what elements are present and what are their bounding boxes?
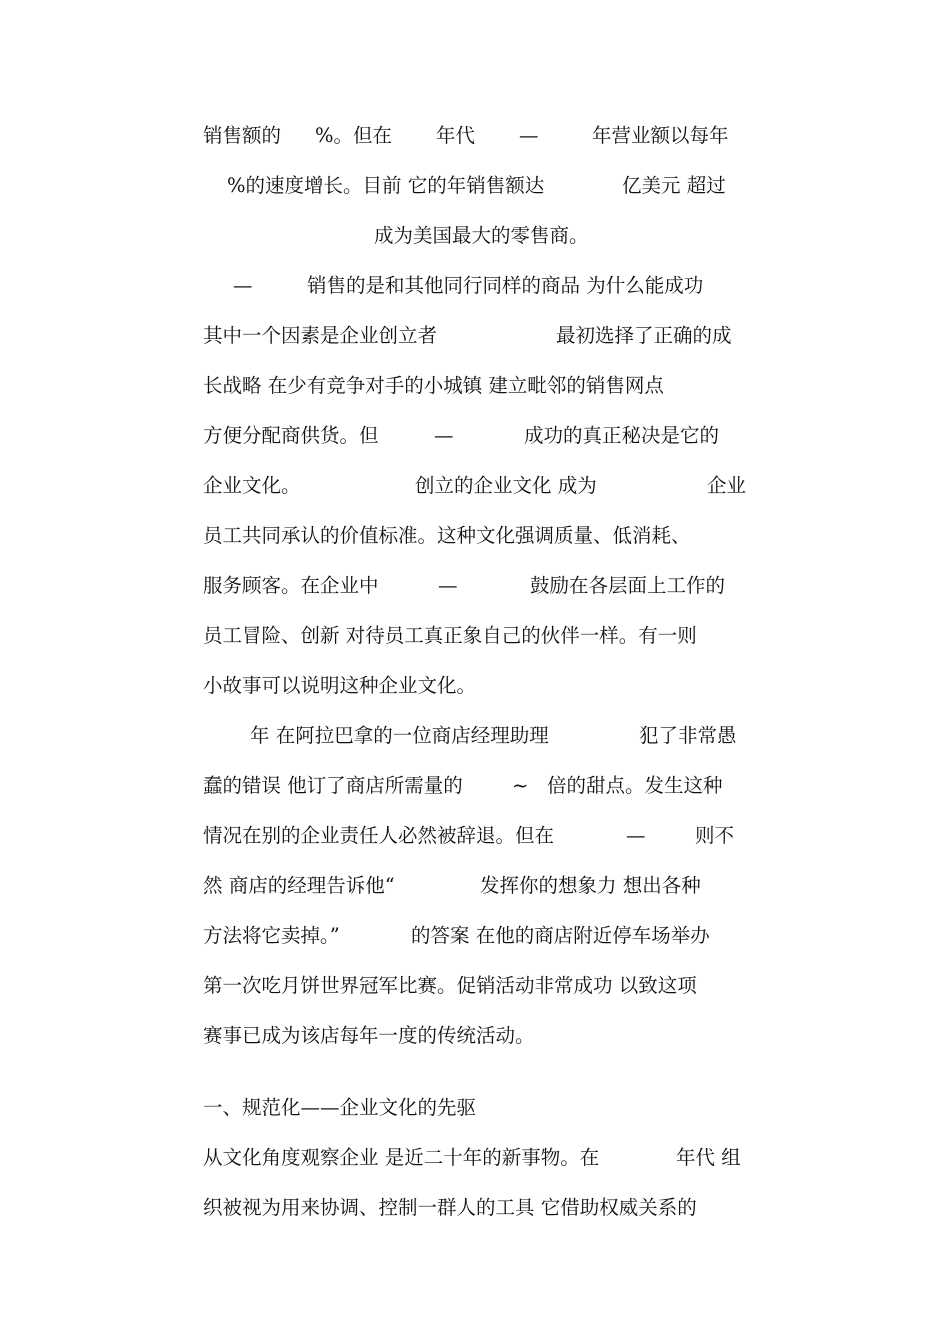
- text-line: [0, 921, 950, 951]
- text-fragment: 方法将它卖掉。”: [203, 924, 340, 947]
- text-fragment: —: [233, 274, 253, 297]
- text-fragment: 然 商店的经理告诉他“: [203, 874, 395, 897]
- text-line: [0, 721, 950, 751]
- text-fragment: 赛事已成为该店每年一度的传统活动。: [203, 1024, 535, 1047]
- text-line: [0, 471, 950, 501]
- text-fragment: 方便分配商供货。但: [203, 424, 379, 447]
- text-line: [0, 321, 950, 351]
- text-line: [0, 371, 950, 401]
- text-fragment: 服务顾客。在企业中: [203, 574, 379, 597]
- text-line: [0, 171, 950, 201]
- text-fragment: 织被视为用来协调、控制一群人的工具 它借助权威关系的: [203, 1196, 697, 1219]
- text-fragment: 企业: [707, 474, 747, 497]
- text-fragment: 的答案 在他的商店附近停车场举办: [411, 924, 710, 947]
- text-fragment: %。但在: [315, 124, 393, 147]
- text-fragment: 年营业额以每年: [592, 124, 729, 147]
- text-fragment: 则不: [695, 824, 735, 847]
- section-heading-text: 一、规范化——企业文化的先驱: [203, 1096, 477, 1119]
- text-fragment: 从文化角度观察企业 是近二十年的新事物。在: [203, 1146, 600, 1169]
- text-fragment: 第一次吃月饼世界冠军比赛。促销活动非常成功 以致这项: [203, 974, 697, 997]
- text-line: [0, 1193, 950, 1223]
- text-fragment: %的速度增长。目前 它的年销售额达: [227, 174, 545, 197]
- text-fragment: 年 在阿拉巴拿的一位商店经理助理: [250, 724, 549, 747]
- text-fragment: 成为美国最大的零售商。: [374, 224, 589, 247]
- text-line: [0, 1143, 950, 1173]
- text-fragment: 企业文化。: [203, 474, 301, 497]
- text-fragment: —: [438, 574, 458, 597]
- text-fragment: 成功的真正秘决是它的: [524, 424, 720, 447]
- text-line: [0, 571, 950, 601]
- text-line: [0, 871, 950, 901]
- text-fragment: 销售的是和其他同行同样的商品 为什么能成功: [307, 274, 704, 297]
- text-fragment: 创立的企业文化 成为: [415, 474, 597, 497]
- text-line: [0, 221, 950, 251]
- text-line: [0, 821, 950, 851]
- text-line: [0, 121, 950, 151]
- text-line: [0, 421, 950, 451]
- text-fragment: —: [519, 124, 539, 147]
- text-fragment: 发挥你的想象力 想出各种: [480, 874, 701, 897]
- text-fragment: 员工冒险、创新 对待员工真正象自己的伙伴一样。有一则: [203, 624, 697, 647]
- text-fragment: 情况在别的企业责任人必然被辞退。但在: [203, 824, 555, 847]
- text-fragment: 倍的甜点。发生这种: [547, 774, 723, 797]
- text-fragment: 亿美元 超过: [622, 174, 726, 197]
- text-fragment: ~: [512, 774, 529, 797]
- text-line: [0, 1021, 950, 1051]
- text-fragment: 犯了非常愚: [639, 724, 737, 747]
- text-line: [0, 971, 950, 1001]
- text-fragment: —: [434, 424, 454, 447]
- text-line: [0, 671, 950, 701]
- text-fragment: 其中一个因素是企业创立者: [203, 324, 438, 347]
- text-fragment: 鼓励在各层面上工作的: [530, 574, 726, 597]
- text-line: [0, 271, 950, 301]
- text-fragment: 销售额的: [203, 124, 282, 147]
- text-fragment: 员工共同承认的价值标准。这种文化强调质量、低消耗、: [203, 524, 691, 547]
- text-line: [0, 771, 950, 801]
- text-fragment: —: [626, 824, 646, 847]
- text-fragment: 年代 组: [676, 1146, 741, 1169]
- text-fragment: 小故事可以说明这种企业文化。: [203, 674, 477, 697]
- text-fragment: 年代: [436, 124, 476, 147]
- text-fragment: 蠢的错误 他订了商店所需量的: [203, 774, 463, 797]
- text-line: [0, 621, 950, 651]
- text-line: [0, 521, 950, 551]
- text-fragment: 长战略 在少有竞争对手的小城镇 建立毗邻的销售网点: [203, 374, 664, 397]
- section-heading: [0, 1093, 950, 1123]
- text-fragment: 最初选择了正确的成: [556, 324, 732, 347]
